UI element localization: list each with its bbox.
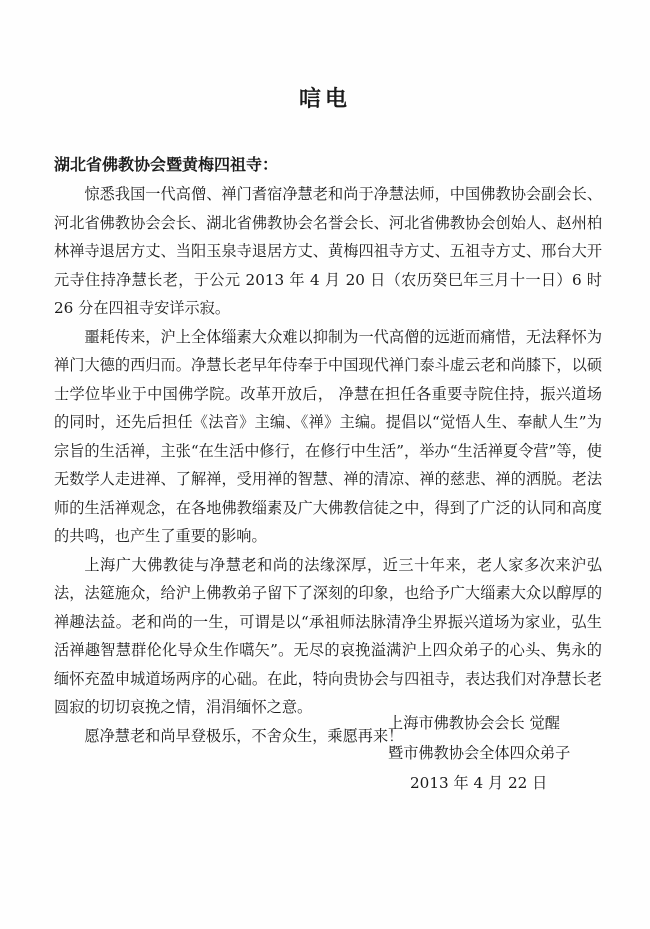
signature-block — [388, 708, 570, 798]
letter-body — [54, 180, 602, 750]
document-title: 唁电 — [298, 87, 351, 112]
paragraph-3: 上海广大佛教徒与净慧老和尚的法缘深厚，近三十年来，老人家多次来沪弘法，法筵施众，给沪上佛教弟子留下了深刻的印象，也给予广大缁素大众以醇厚的禅趣法益。老和尚的一生，可谓是以“承祖师法脉清净尘界振兴道场为家业，弘生活禅趣智慧群伦化导众生作嚆矢”。无尽的哀挽溢满沪上四众弟子的心头、隽永的缅怀充盈申城道场两序的心础。在此，特向贵协会与四祖寺，表达我们对净慧长老圆寂的切切哀挽之情，涓涓缅怀之意。 — [54, 555, 602, 716]
paragraph-2: 噩耗传来，沪上全体缁素大众难以抑制为一代高僧的远逝而痛惜，无法释怀为禅门大德的西归而。净慧长老早年侍奉于中国现代禅门泰斗虚云老和尚膝下，以硕士学位毕业于中国佛学院。改革开放后， 净慧在担任各重要寺院住持，振兴道场的同时，还先后担任《法音》主编、《禅》主编。提倡以“觉悟人生、奉献人生”为宗旨的生活禅，主张“在生活中修行，在修行中生活”，举办“生活禅夏令营”等，使无数学人走进禅、了解禅，受用禅的智慧、禅的清凉、禅的慈悲、禅的洒脱。老法师的生活禅观念，在各地佛教缁素及广大佛教信徒之中，得到了广泛的认同和高度的共鸣，也产生了重要的影响。 — [54, 327, 602, 545]
signature-date: 2013 年 4 月 22 日 — [410, 774, 548, 792]
addressee-line: 湖北省佛教协会暨黄梅四祖寺： — [54, 155, 279, 174]
signature-organization: 暨市佛教协会全体四众弟子 — [388, 744, 571, 762]
paragraph-1: 惊悉我国一代高僧、禅门耆宿净慧老和尚于净慧法师，中国佛教协会副会长、河北省佛教协会会长、湖北省佛教协会名誉会长、河北省佛教协会创始人、赵州柏林禅寺退居方丈、当阳玉泉寺退居方丈、黄梅四祖寺方丈、五祖寺方丈、邢台大开元寺住持净慧长老，于公元 2013 年 4 月 20 日（农历癸巳年三月十一日）6 时 26 分在四祖寺安详示寂。 — [54, 185, 602, 317]
paragraph-4: 愿净慧老和尚早登极乐，不舍众生，乘愿再来！ — [84, 726, 404, 745]
signature-sender: 上海市佛教协会会长 觉醒 — [388, 714, 560, 732]
